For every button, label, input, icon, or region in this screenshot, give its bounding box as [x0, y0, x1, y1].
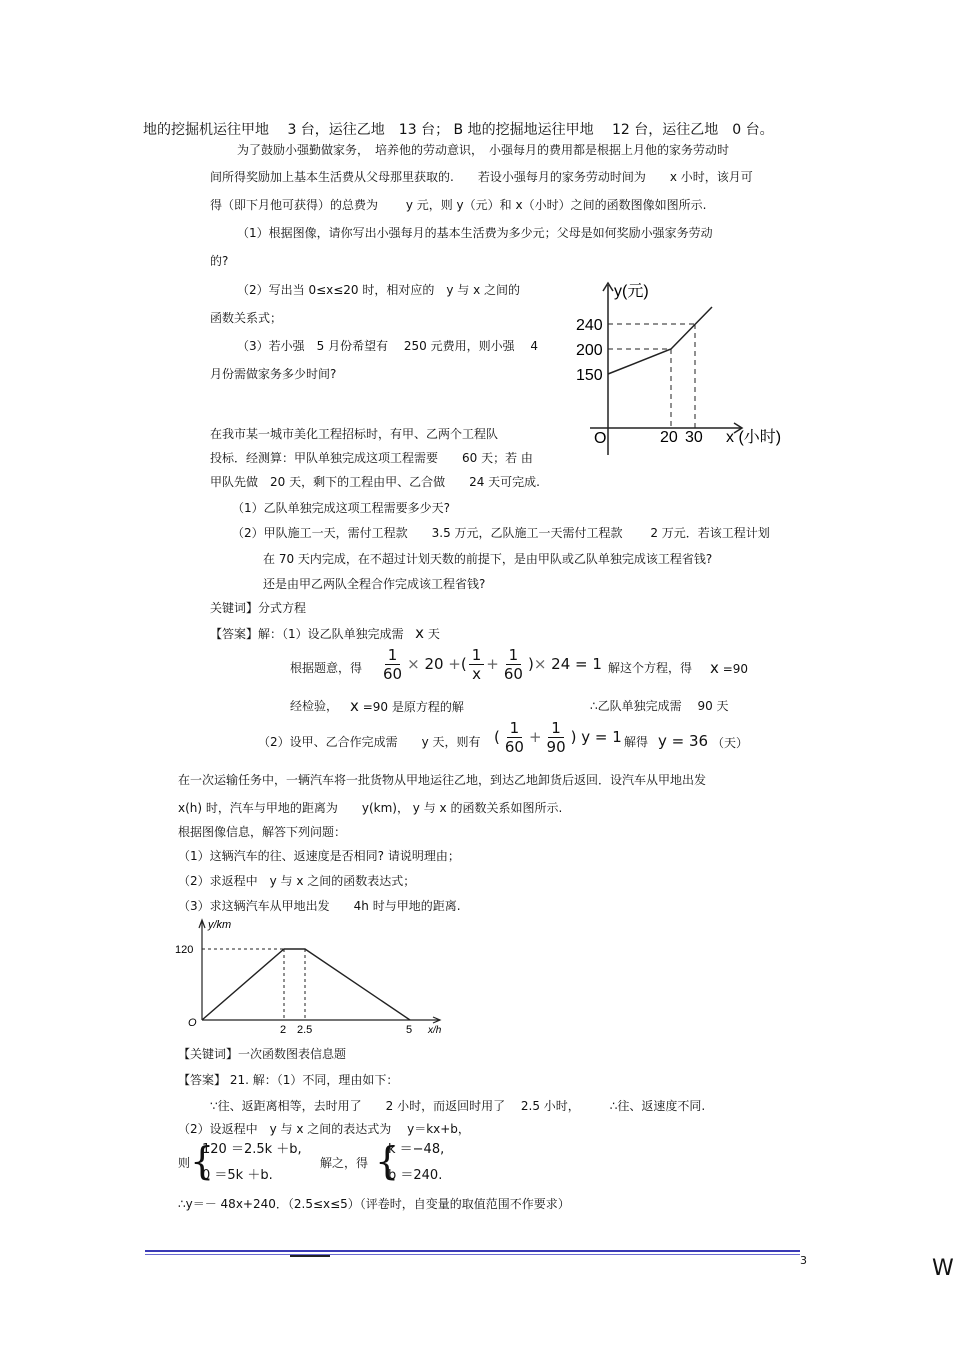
allowance-graph — [570, 275, 800, 460]
problem3-line1: 在一次运输任务中，一辆汽车将一批货物从甲地运往乙地，到达乙地卸货后返回．设汽车从甲地出发 — [178, 773, 707, 787]
problem2-answer-head — [210, 625, 440, 642]
part2-unit: （天） — [712, 736, 749, 750]
origin-label: O — [594, 430, 607, 447]
y-axis-label: y/km — [208, 919, 232, 931]
allowance-line — [608, 307, 712, 374]
problem3-q2: （2）求返程中 y 与 x 之间的函数表达式； — [178, 874, 416, 888]
check-text-b-value: =90 是原方程的解 — [362, 700, 464, 714]
answer-tag: 【答案】 — [210, 627, 259, 641]
answer-step1: 解：（1）设乙队单独完成需 — [258, 627, 404, 641]
problem3-q1: （1）这辆汽车的往、返速度是否相同? 请说明理由； — [178, 849, 460, 863]
part2-solve-text: 解得 — [624, 735, 649, 749]
y-tick-120: 120 — [175, 944, 194, 956]
problem1-line3: 得（即下月他可获得）的总费为 y 元，则 y（元）和 x（小时）之间的函数图像如图所示. — [210, 198, 707, 212]
x-tick-2-5: 2.5 — [297, 1024, 313, 1036]
problem2-line2: 投标．经测算：甲队单独完成这项工程需要 60 天；若 由 — [210, 451, 533, 465]
equation-main: $\frac{1}{60}$ × 20 +( $\frac{1}{x}$ + $\frac{1}{60}$ )× 24 = 1 — [383, 646, 602, 683]
equation-result-value: =90 — [722, 662, 749, 676]
brace-right: { — [375, 1139, 400, 1183]
system-solve: 解之，得 — [320, 1156, 369, 1170]
system1-eq2: 0 ＝5k ＋b. — [202, 1168, 273, 1183]
answer-var-x: x — [415, 624, 424, 642]
y-tick-200: 200 — [576, 342, 603, 359]
system1-eq1: 120 ＝2.5k ＋b, — [202, 1142, 302, 1157]
problem1-line1: 为了鼓励小强勤做家务， 培养他的劳动意识， 小强每月的费用都是根据上月他的家务劳动时 — [237, 143, 730, 157]
equation-result: x =90 — [710, 659, 749, 677]
part2-equation: ( $\frac{1}{60}$ + $\frac{1}{90}$ ) y = 1 — [494, 719, 622, 756]
y-tick-150: 150 — [576, 367, 603, 384]
problem2-q2c: 还是由甲乙两队全程合作完成该工程省钱? — [263, 577, 486, 591]
problem3-answer: 【答案】 21. 解：（1）不同，理由如下： — [178, 1073, 399, 1087]
equation-lead: 根据题意，得 — [290, 661, 363, 675]
answer-unit: 天 — [427, 627, 440, 641]
x-tick-20: 20 — [660, 429, 678, 446]
x-tick-30: 30 — [685, 429, 703, 446]
problem2-line3: 甲队先做 20 天，剩下的工程由甲、乙合做 24 天可完成. — [210, 475, 540, 489]
problem3-a2: （2）设返程中 y 与 x 之间的表达式为 y＝kx+b， — [178, 1122, 470, 1136]
problem1-line2: 间所得奖励加上基本生活费从父母那里获取的. 若设小强每月的家务劳动时间为 x 小时，该月可 — [210, 170, 753, 184]
problem1-q3b: 月份需做家务多少时间? — [210, 367, 337, 381]
distance-line — [202, 949, 410, 1020]
check-text-c: ∴乙队单独完成需 90 天 — [590, 699, 729, 713]
system2-eq2: b ＝240. — [388, 1168, 443, 1183]
x-axis-label: x/h — [428, 1025, 442, 1036]
part2-result: y = 36 — [658, 732, 709, 750]
problem3-q3: （3）求这辆汽车从甲地出发 4h 时与甲地的距离. — [178, 899, 461, 913]
problem2-q2b: 在 70 天内完成，在不超过计划天数的前提下，是由甲队或乙队单独完成该工程省钱? — [263, 552, 713, 566]
part2-lead: （2）设甲、乙合作完成需 y 天，则有 — [258, 735, 481, 749]
equation-solve-text: 解这个方程，得 — [608, 661, 693, 675]
distance-graph — [170, 912, 455, 1036]
check-text-a: 经检验， — [290, 699, 339, 713]
page-number: 3 — [800, 1254, 807, 1267]
y-axis-label: y(元) — [614, 283, 649, 300]
top-line: 地的挖掘机运往甲地 3 台，运往乙地 13 台； B 地的挖掘地运往甲地 12 台，运往乙地 0 台。 — [143, 122, 774, 138]
problem3-line3: 根据图像信息，解答下列问题： — [178, 825, 347, 839]
footer-accent — [290, 1255, 330, 1257]
problem2-q1: （1）乙队单独完成这项工程需要多少天? — [232, 501, 451, 515]
x-tick-5: 5 — [406, 1024, 413, 1036]
x-axis-label: x (小时) — [726, 429, 782, 446]
problem1-q3a: （3）若小强 5 月份希望有 250 元费用，则小强 4 — [237, 339, 539, 353]
edge-text: W — [932, 1256, 954, 1281]
problem1-q1b: 的? — [210, 254, 229, 268]
problem3-a1: ∵往、返距离相等，去时用了 2 小时，而返回时用了 2.5 小时， ∴往、返速度不同. — [210, 1099, 706, 1113]
problem1-q2b: 函数关系式； — [210, 311, 283, 325]
problem2-keyword: 关键词】分式方程 — [210, 601, 307, 615]
brace-left: { — [190, 1139, 215, 1183]
y-tick-240: 240 — [576, 317, 603, 334]
problem2-q2a: （2）甲队施工一天，需付工程款 3.5 万元，乙队施工一天需付工程款 2 万元．若该工程计划 — [232, 526, 770, 540]
problem1-q2a: （2）写出当 0≤x≤20 时，相对应的 y 与 x 之间的 — [237, 283, 521, 297]
footer-rule-thin — [145, 1254, 800, 1255]
system2-eq1: k ＝−48, — [388, 1142, 445, 1157]
problem3-keyword: 【关键词】一次函数图表信息题 — [178, 1047, 347, 1061]
footer-rule — [145, 1250, 800, 1252]
problem3-line2: x(h) 时，汽车与甲地的距离为 y(km)， y 与 x 的函数关系如图所示. — [178, 801, 563, 815]
problem3-final: ∴y＝－ 48x+240．（2.5≤x≤5）（评卷时，自变量的取值范围不作要求） — [178, 1197, 570, 1211]
check-text-b: x =90 是原方程的解 — [350, 697, 464, 715]
problem1-q1a: （1）根据图像，请你写出小强每月的基本生活费为多少元；父母是如何奖励小强家务劳动 — [237, 226, 713, 240]
origin-label: O — [188, 1017, 197, 1029]
system-then: 则 — [178, 1156, 191, 1170]
problem2-line1: 在我市某一城市美化工程招标时，有甲、乙两个工程队 — [210, 427, 499, 441]
x-tick-2: 2 — [280, 1024, 287, 1036]
